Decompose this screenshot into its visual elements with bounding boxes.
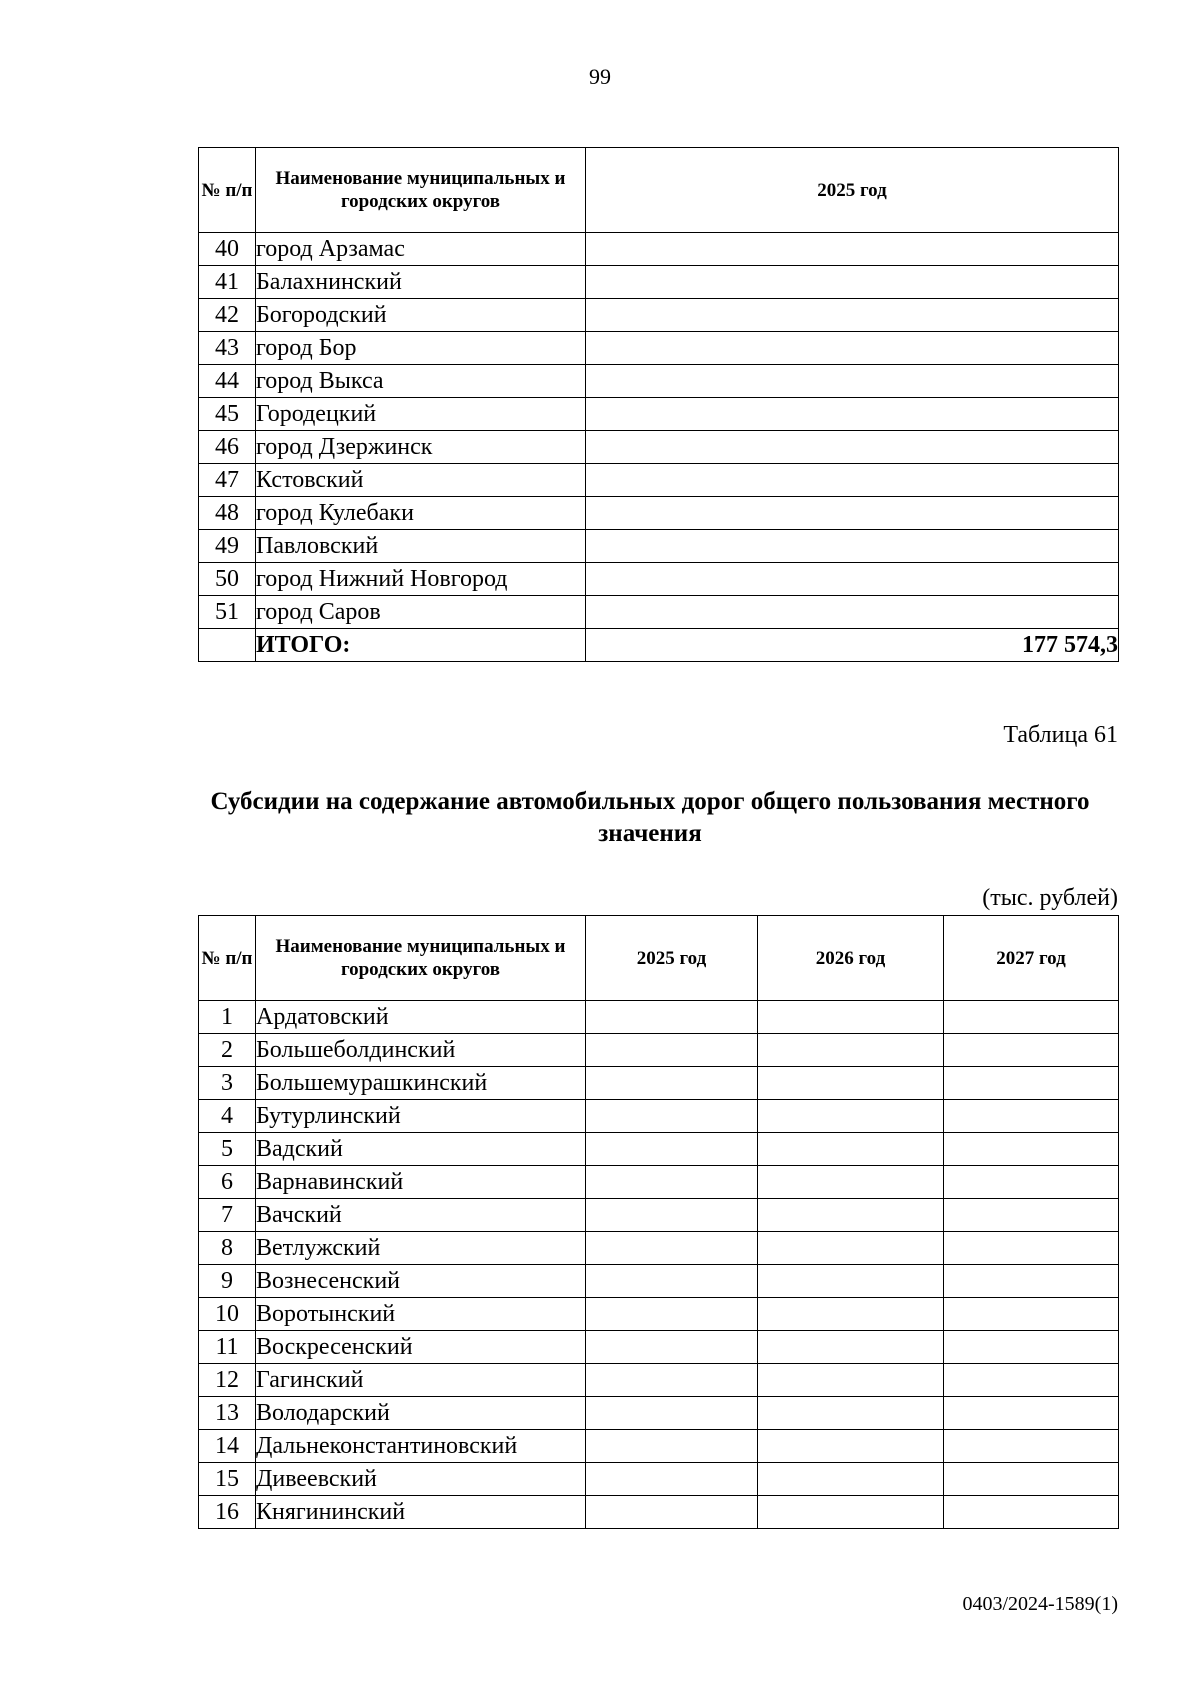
table-row	[199, 1298, 1119, 1331]
row-number: 12	[199, 1364, 256, 1397]
row-value-2027	[944, 1100, 1119, 1133]
row-value-2026	[758, 1430, 944, 1463]
row-number: 51	[199, 596, 256, 629]
row-value-2027	[944, 1067, 1119, 1100]
row-value-2025	[586, 1298, 758, 1331]
row-value-2025	[586, 365, 1119, 398]
table-row	[199, 365, 1119, 398]
table-row	[199, 1265, 1119, 1298]
row-number: 41	[199, 266, 256, 299]
section-title: Субсидии на содержание автомобильных дорог общего пользования местного значения	[210, 788, 1090, 847]
row-number: 9	[199, 1265, 256, 1298]
row-value-2025	[586, 1067, 758, 1100]
row-name: Городецкий	[256, 398, 586, 431]
row-value-2026	[758, 1265, 944, 1298]
row-name: Воротынский	[256, 1298, 586, 1331]
row-name: Большемурашкинский	[256, 1067, 586, 1100]
row-value-2026	[758, 1232, 944, 1265]
row-name: город Саров	[256, 596, 586, 629]
row-number: 6	[199, 1166, 256, 1199]
row-value-2025	[586, 530, 1119, 563]
row-name: город Кулебаки	[256, 497, 586, 530]
row-name: город Выкса	[256, 365, 586, 398]
row-name: Бутурлинский	[256, 1100, 586, 1133]
row-value-2026	[758, 1100, 944, 1133]
row-number: 2	[199, 1034, 256, 1067]
row-value-2027	[944, 1166, 1119, 1199]
row-value-2026	[758, 1397, 944, 1430]
header-num: № п/п	[199, 916, 256, 1001]
row-name: Кстовский	[256, 464, 586, 497]
table-row	[199, 1331, 1119, 1364]
row-value-2025	[586, 431, 1119, 464]
row-value-2025	[586, 398, 1119, 431]
row-name: Вознесенский	[256, 1265, 586, 1298]
row-number: 42	[199, 299, 256, 332]
row-value-2026	[758, 1463, 944, 1496]
row-value-2025	[586, 1166, 758, 1199]
table-row	[199, 1430, 1119, 1463]
table-row	[199, 299, 1119, 332]
table-row	[199, 1166, 1119, 1199]
row-number: 43	[199, 332, 256, 365]
row-value-2025	[586, 1430, 758, 1463]
row-name: Володарский	[256, 1397, 586, 1430]
row-number: 4	[199, 1100, 256, 1133]
table-row	[199, 1364, 1119, 1397]
subsidies-table	[198, 915, 1119, 1529]
row-name: Ардатовский	[256, 1001, 586, 1034]
header-name: Наименование муниципальных и городских округов	[256, 916, 586, 1001]
table-row	[199, 1067, 1119, 1100]
header-2027: 2027 год	[944, 916, 1119, 1001]
row-value-2027	[944, 1232, 1119, 1265]
header-num: № п/п	[199, 148, 256, 233]
row-number: 7	[199, 1199, 256, 1232]
row-value-2026	[758, 1067, 944, 1100]
row-name: Варнавинский	[256, 1166, 586, 1199]
row-value-2026	[758, 1496, 944, 1529]
row-value-2025	[586, 299, 1119, 332]
row-number: 14	[199, 1430, 256, 1463]
row-value-2025	[586, 332, 1119, 365]
row-value-2025	[586, 596, 1119, 629]
table-row	[199, 1034, 1119, 1067]
row-value-2027	[944, 1199, 1119, 1232]
row-value-2025	[586, 1496, 758, 1529]
row-value-2026	[758, 1133, 944, 1166]
row-name: Гагинский	[256, 1364, 586, 1397]
units-label: (тыс. рублей)	[982, 885, 1118, 911]
row-name: Павловский	[256, 530, 586, 563]
municipal-table-continued	[198, 147, 1119, 662]
table-row	[199, 1100, 1119, 1133]
row-number: 5	[199, 1133, 256, 1166]
row-value-2025	[586, 1001, 758, 1034]
row-name: Дивеевский	[256, 1463, 586, 1496]
table-row	[199, 596, 1119, 629]
row-value-2026	[758, 1166, 944, 1199]
row-name: Дальнеконстантиновский	[256, 1430, 586, 1463]
row-value-2027	[944, 1265, 1119, 1298]
table-row	[199, 1232, 1119, 1265]
table-row	[199, 266, 1119, 299]
table-row	[199, 431, 1119, 464]
row-value-2026	[758, 1001, 944, 1034]
row-value-2025	[586, 233, 1119, 266]
row-number: 15	[199, 1463, 256, 1496]
row-value-2026	[758, 1331, 944, 1364]
row-name: Ветлужский	[256, 1232, 586, 1265]
row-value-2025	[586, 1397, 758, 1430]
table-row	[199, 398, 1119, 431]
row-number: 10	[199, 1298, 256, 1331]
row-name: город Нижний Новгород	[256, 563, 586, 596]
row-value-2027	[944, 1463, 1119, 1496]
row-value-2025	[586, 1232, 758, 1265]
table-row	[199, 1463, 1119, 1496]
total-label: ИТОГО:	[256, 629, 586, 662]
row-name: город Арзамас	[256, 233, 586, 266]
row-number: 11	[199, 1331, 256, 1364]
row-value-2025	[586, 1364, 758, 1397]
row-value-2027	[944, 1298, 1119, 1331]
row-number: 45	[199, 398, 256, 431]
table-row	[199, 332, 1119, 365]
row-number: 48	[199, 497, 256, 530]
table-row	[199, 1496, 1119, 1529]
row-value-2025	[586, 1265, 758, 1298]
table-row	[199, 1397, 1119, 1430]
row-value-2027	[944, 1133, 1119, 1166]
row-value-2025	[586, 266, 1119, 299]
table-row	[199, 233, 1119, 266]
row-name: Вачский	[256, 1199, 586, 1232]
row-number: 47	[199, 464, 256, 497]
row-name: Воскресенский	[256, 1331, 586, 1364]
row-value-2025	[586, 563, 1119, 596]
table-row	[199, 1001, 1119, 1034]
row-value-2027	[944, 1397, 1119, 1430]
header-2025: 2025 год	[586, 916, 758, 1001]
row-number: 46	[199, 431, 256, 464]
row-value-2026	[758, 1298, 944, 1331]
row-name: Большеболдинский	[256, 1034, 586, 1067]
row-value-2027	[944, 1331, 1119, 1364]
row-value-2025	[586, 1331, 758, 1364]
total-value-2025: 177 574,3	[586, 629, 1119, 662]
table-row	[199, 497, 1119, 530]
row-number: 3	[199, 1067, 256, 1100]
row-name: город Дзержинск	[256, 431, 586, 464]
total-empty-cell	[199, 629, 256, 662]
row-value-2025	[586, 1199, 758, 1232]
row-value-2026	[758, 1364, 944, 1397]
row-value-2025	[586, 464, 1119, 497]
table-number-label: Таблица 61	[1003, 722, 1118, 748]
header-2026: 2026 год	[758, 916, 944, 1001]
table-row	[199, 530, 1119, 563]
header-2025: 2025 год	[586, 148, 1119, 233]
row-name: Богородский	[256, 299, 586, 332]
row-value-2027	[944, 1430, 1119, 1463]
row-value-2027	[944, 1496, 1119, 1529]
row-value-2025	[586, 497, 1119, 530]
row-value-2025	[586, 1133, 758, 1166]
page-number: 99	[589, 64, 611, 89]
row-value-2025	[586, 1100, 758, 1133]
row-number: 1	[199, 1001, 256, 1034]
row-name: город Бор	[256, 332, 586, 365]
table-row	[199, 464, 1119, 497]
row-value-2027	[944, 1034, 1119, 1067]
row-value-2025	[586, 1034, 758, 1067]
row-name: Балахнинский	[256, 266, 586, 299]
row-number: 13	[199, 1397, 256, 1430]
row-number: 50	[199, 563, 256, 596]
table-header-row	[199, 916, 1119, 1001]
row-value-2026	[758, 1199, 944, 1232]
document-code: 0403/2024-1589(1)	[962, 1593, 1118, 1615]
row-number: 16	[199, 1496, 256, 1529]
row-name: Княгининский	[256, 1496, 586, 1529]
row-number: 49	[199, 530, 256, 563]
row-value-2027	[944, 1001, 1119, 1034]
row-value-2027	[944, 1364, 1119, 1397]
total-row	[199, 629, 1119, 662]
table-header-row	[199, 148, 1119, 233]
table-row	[199, 1199, 1119, 1232]
row-number: 44	[199, 365, 256, 398]
table-row	[199, 1133, 1119, 1166]
row-value-2025	[586, 1463, 758, 1496]
row-value-2026	[758, 1034, 944, 1067]
row-number: 40	[199, 233, 256, 266]
table-row	[199, 563, 1119, 596]
row-name: Вадский	[256, 1133, 586, 1166]
row-number: 8	[199, 1232, 256, 1265]
header-name: Наименование муниципальных и городских округов	[256, 148, 586, 233]
